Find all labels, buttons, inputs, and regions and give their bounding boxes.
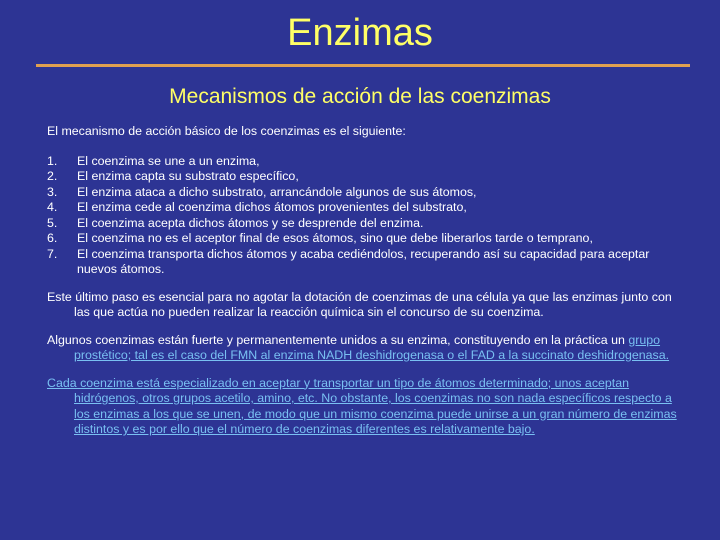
title-divider [36, 64, 690, 67]
list-item-text: El coenzima acepta dichos átomos y se desprende del enzima. [77, 215, 424, 230]
paragraph-specificity [47, 376, 679, 438]
list-item [47, 231, 679, 247]
list-item-number: 1. [47, 153, 58, 168]
intro-text: El mecanismo de acción básico de los coenzimas es el siguiente: [47, 124, 406, 138]
list-item-number: 5. [47, 215, 58, 230]
list-item-number: 4. [47, 200, 58, 214]
paragraph-last-step: Este último paso es esencial para no agotar la dotación de coenzimas de una célula ya que las enzimas junto con las que actúa no pueden realizar la reacción química sin el concurso de su coenzima. [47, 289, 672, 319]
list-item-number: 2. [47, 169, 58, 183]
list-item-text: El coenzima transporta dichos átomos y acaba cediéndolos, recuperando así su capacidad para aceptar nuevos átomos. [77, 246, 650, 276]
slide-title: Enzimas [287, 12, 433, 54]
paragraph-prosthetic-group [47, 333, 679, 364]
list-item-number: 6. [47, 231, 58, 245]
paragraph-text: Algunos coenzimas están fuerte y permanentemente unidos a su enzima, constituyendo en la práctica un [47, 332, 629, 347]
list-item-text: El enzima ataca a dicho substrato, arrancándole algunos de sus átomos, [77, 184, 477, 199]
list-item [47, 200, 679, 216]
list-item-number: 3. [47, 184, 58, 199]
list-item-text: El coenzima se une a un enzima, [77, 153, 260, 168]
list-item [47, 216, 679, 232]
list-item-text: El coenzima no es el aceptor final de esos átomos, sino que debe liberarlos tarde o temprano, [77, 231, 593, 245]
list-item-text: El enzima capta su substrato específico, [77, 169, 299, 183]
slide-subtitle: Mecanismos de acción de las coenzimas [169, 85, 551, 108]
mechanism-steps-list [47, 154, 679, 278]
coenzyme-specificity-link[interactable]: Cada coenzima está especializado en aceptar y transportar un tipo de átomos determinado; unos aceptan hidrógenos, otros grupos acetilo, amino, etc. No obstante, los coenzimas no son nada específicos respecto a los enzimas a los que se unen, de modo que un mismo coenzima puede unirse a un gran número de enzimas distintos y es por ello que el número de coenzimas diferentes es relativamente bajo. [47, 375, 677, 436]
list-item [47, 247, 679, 278]
list-item-text: El enzima cede al coenzima dichos átomos provenientes del substrato, [77, 200, 467, 214]
list-item [47, 185, 679, 201]
list-item [47, 154, 679, 170]
slide-body [47, 124, 679, 450]
list-item-number: 7. [47, 246, 58, 261]
prosthetic-group-link[interactable]: grupo prostético; tal es el caso del FMN al enzima NADH deshidrogenasa o el FAD a la succinato deshidrogenasa. [74, 332, 670, 362]
list-item [47, 169, 679, 185]
